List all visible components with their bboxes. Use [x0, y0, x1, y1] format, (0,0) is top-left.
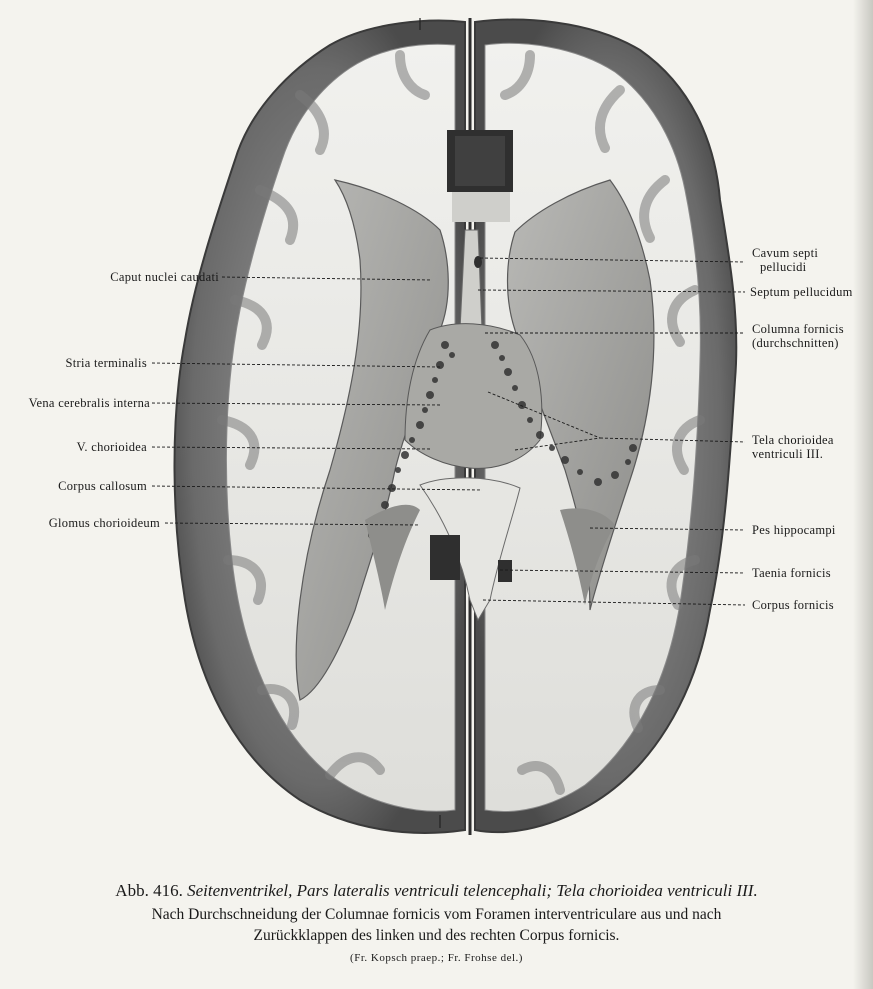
label-septum-pellucidum: Septum pellucidum	[750, 285, 853, 299]
caption-figure-number: Abb. 416.	[115, 881, 183, 900]
caption-description-line2: Zurückklappen des linken und des rechten Corpus fornicis.	[253, 927, 620, 944]
label-cavum-septi-line2: pellucidi	[760, 260, 807, 274]
label-tela-chorioidea-line1: Tela chorioidea	[752, 433, 834, 447]
label-v-chorioidea: V. chorioidea	[76, 440, 147, 454]
label-columna-fornicis-line2: (durchschnitten)	[752, 336, 839, 350]
label-pes-hippocampi: Pes hippocampi	[752, 523, 836, 537]
label-cavum-septi	[752, 246, 818, 274]
caption-credits: (Fr. Kopsch praep.; Fr. Frohse del.)	[350, 952, 523, 964]
tela-chorioidea	[405, 324, 542, 469]
label-columna-fornicis-line1: Columna fornicis	[752, 322, 844, 336]
label-tela-chorioidea-line2: ventriculi III.	[752, 447, 824, 461]
label-caput-nuclei-caudati: Caput nuclei caudati	[110, 270, 219, 284]
fornix-cut-left	[430, 535, 460, 580]
figure-caption	[0, 880, 873, 966]
label-stria-terminalis: Stria terminalis	[65, 356, 147, 370]
fornix-cut-right	[498, 560, 512, 582]
caption-description-line1: Nach Durchschneidung der Columnae fornicis vom Foramen interventriculare aus und nach	[151, 906, 722, 923]
label-cavum-septi-line1: Cavum septi	[752, 246, 819, 260]
label-tela-chorioidea	[752, 433, 834, 461]
label-corpus-fornicis: Corpus fornicis	[752, 598, 834, 612]
label-columna-fornicis	[752, 322, 844, 350]
caption-title-part2: Pars lateralis ventriculi telencephali; Tela chorioidea ventriculi III.	[296, 881, 758, 900]
caption-title-part1: Seitenventrikel,	[187, 881, 293, 900]
label-taenia-fornicis: Taenia fornicis	[752, 566, 831, 580]
label-corpus-callosum: Corpus callosum	[58, 479, 147, 493]
page-edge-shadow	[853, 0, 873, 989]
label-glomus-chorioideum: Glomus chorioideum	[48, 516, 160, 530]
label-vena-cerebralis-interna: Vena cerebralis interna	[28, 396, 150, 410]
caption-title	[0, 880, 873, 902]
